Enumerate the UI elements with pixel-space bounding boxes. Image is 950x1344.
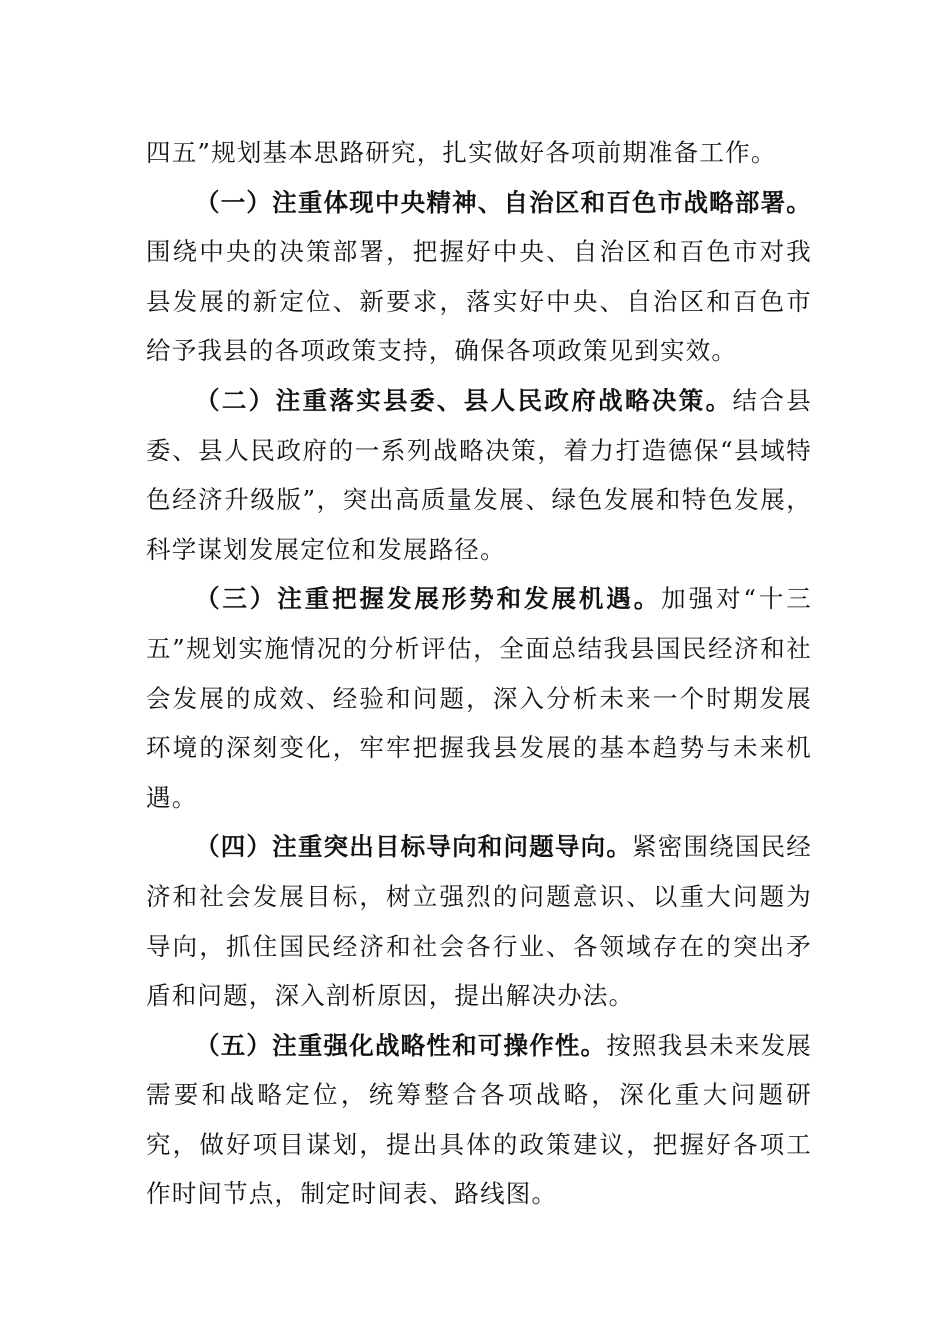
paragraph-body: 加强对“十三五”规划实施情况的分析评估，全面总结我县国民经济和社会发展的成效、经验和问题，深入分析未来一个时期发展环境的深刻变化，牢牢把握我县发展的基本趋势与未来机遇。	[146, 584, 812, 812]
paragraph-section-1	[146, 178, 812, 376]
section-heading: （二）注重落实县委、县人民政府战略决策。	[195, 385, 733, 415]
paragraph-body: 按照我县未来发展需要和战略定位，统筹整合各项战略，深化重大问题研究，做好项目谋划，提出具体的政策建议，把握好各项工作时间节点，制定时间表、路线图。	[146, 1030, 812, 1209]
section-heading: （四）注重突出目标导向和问题导向。	[195, 832, 633, 862]
section-heading: （五）注重强化战略性和可操作性。	[195, 1030, 607, 1060]
paragraph-body: 四五”规划基本思路研究，扎实做好各项前期准备工作。	[146, 138, 777, 167]
paragraph-body: 结合县委、县人民政府的一系列战略决策，着力打造德保“县域特色经济升级版”，突出高质量发展、绿色发展和特色发展，科学谋划发展定位和发展路径。	[146, 385, 813, 564]
document-page	[146, 128, 812, 1219]
paragraph-body: 围绕中央的决策部署，把握好中央、自治区和百色市对我县发展的新定位、新要求，落实好中央、自治区和百色市给予我县的各项政策支持，确保各项政策见到实效。	[146, 237, 812, 366]
section-heading: （三）注重把握发展形势和发展机遇。	[195, 584, 662, 614]
paragraph-section-4	[146, 822, 812, 1020]
paragraph-continuation	[146, 128, 812, 178]
section-heading: （一）注重体现中央精神、自治区和百色市战略部署。	[195, 187, 812, 217]
paragraph-section-2	[146, 376, 812, 574]
paragraph-section-5	[146, 1021, 812, 1219]
paragraph-body: 紧密围绕国民经济和社会发展目标，树立强烈的问题意识、以重大问题为导向，抓住国民经济和社会各行业、各领域存在的突出矛盾和问题，深入剖析原因，提出解决办法。	[146, 832, 812, 1011]
paragraph-section-3	[146, 574, 812, 822]
